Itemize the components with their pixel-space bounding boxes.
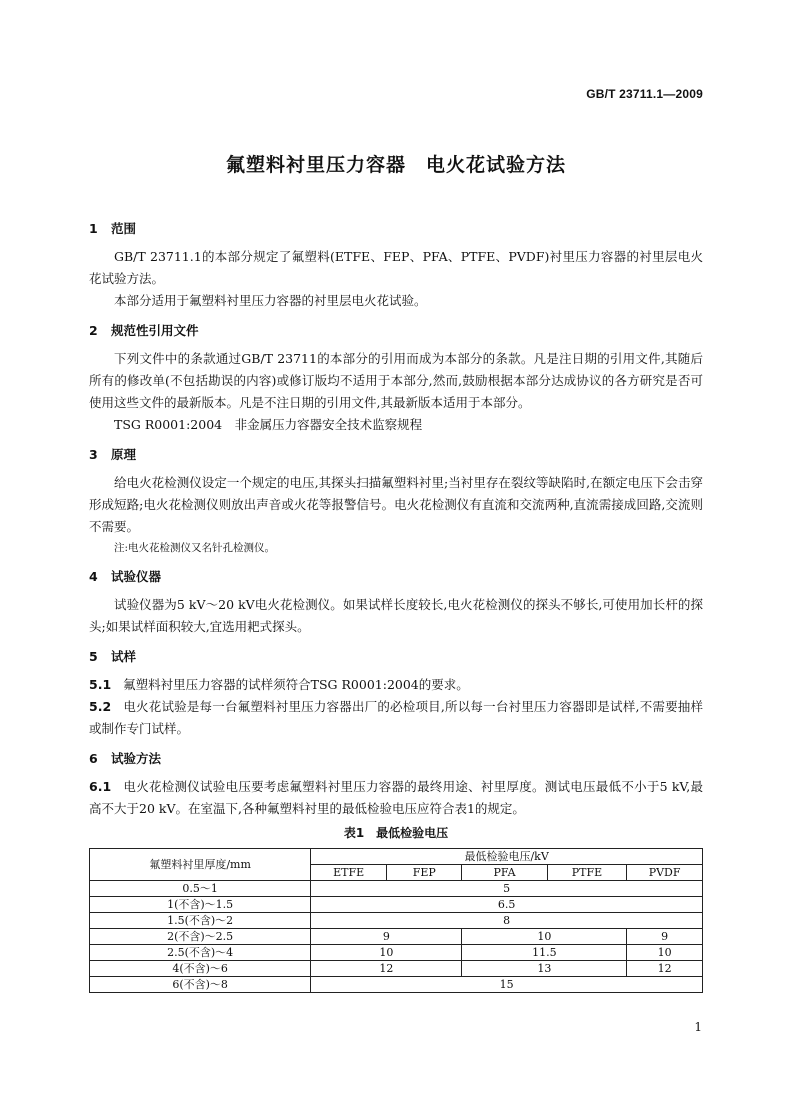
table-row (90, 881, 703, 897)
section-heading: 4 试验仪器 (89, 569, 162, 584)
material-header: PVDF (627, 865, 703, 881)
paragraph: GB/T 23711.1的本部分规定了氟塑料(ETFE、FEP、PFA、PTFE、PVDF)衬里压力容器的衬里层电火花试验方法。 (89, 249, 703, 286)
paragraph: 下列文件中的条款通过GB/T 23711的本部分的引用而成为本部分的条款。凡是注日期的引用文件,其随后所有的修改单(不包括勘误的内容)或修订版均不适用于本部分,然而,鼓励根据本部分达成协议的各方研究是否可使用这些文件的最新版本。凡是不注日期的引用文件,其最新版本适用于本部分。 (89, 351, 703, 410)
thickness-cell: 0.5～1 (90, 881, 311, 897)
section-heading: 6 试验方法 (89, 751, 162, 766)
thickness-cell: 1.5(不含)～2 (90, 913, 311, 929)
paragraph: 试验仪器为5 kV～20 kV电火花检测仪。如果试样长度较长,电火花检测仪的探头不够长,可使用加长杆的探头;如果试样面积较大,宜选用耙式探头。 (89, 597, 703, 634)
table-header-row (90, 849, 703, 865)
document-body (89, 218, 703, 993)
table-row (90, 897, 703, 913)
section-heading: 5 试样 (89, 649, 137, 664)
subsection-5-2: 5.2 电火花试验是每一台氟塑料衬里压力容器出厂的必检项目,所以每一台衬里压力容器即是试样,不需要抽样或制作专门试样。 (89, 699, 703, 736)
voltage-cell: 8 (311, 913, 703, 929)
section-3 (89, 444, 703, 558)
table-row (90, 929, 703, 945)
table-caption: 表1 最低检验电压 (343, 826, 449, 840)
thickness-cell: 6(不含)～8 (90, 977, 311, 993)
standard-number: GB/T 23711.1—2009 (586, 87, 703, 101)
table-row (90, 913, 703, 929)
paragraph: 本部分适用于氟塑料衬里压力容器的衬里层电火花试验。 (114, 293, 427, 308)
voltage-cell: 13 (462, 961, 627, 977)
subsection-5-1: 5.1 氟塑料衬里压力容器的试样须符合TSG R0001:2004的要求。 (89, 677, 469, 692)
voltage-cell: 10 (462, 929, 627, 945)
voltage-cell: 9 (627, 929, 703, 945)
voltage-cell: 5 (311, 881, 703, 897)
section-5 (89, 646, 703, 740)
section-heading: 2 规范性引用文件 (89, 323, 199, 338)
thickness-cell: 4(不含)～6 (90, 961, 311, 977)
thickness-header: 氟塑料衬里厚度/mm (90, 849, 311, 881)
table-row (90, 977, 703, 993)
voltage-cell: 12 (311, 961, 462, 977)
table-row (90, 945, 703, 961)
voltage-cell: 6.5 (311, 897, 703, 913)
table-row (90, 961, 703, 977)
voltage-cell: 12 (627, 961, 703, 977)
reference-item: TSG R0001:2004 非金属压力容器安全技术监察规程 (114, 417, 423, 432)
page-number: 1 (694, 1020, 702, 1034)
section-heading: 3 原理 (89, 447, 137, 462)
material-header: FEP (386, 865, 461, 881)
material-header: PFA (462, 865, 547, 881)
voltage-cell: 11.5 (462, 945, 627, 961)
thickness-cell: 2.5(不含)～4 (90, 945, 311, 961)
voltage-cell: 9 (311, 929, 462, 945)
section-4 (89, 566, 703, 638)
note: 注:电火花检测仪又名针孔检测仪。 (114, 542, 276, 554)
section-6 (89, 748, 703, 820)
paragraph: 给电火花检测仪设定一个规定的电压,其探头扫描氟塑料衬里;当衬里存在裂纹等缺陷时,在额定电压下会击穿形成短路;电火花检测仪则放出声音或火花等报警信号。电火花检测仪有直流和交流两种,直流需接成回路,交流则不需要。 (89, 475, 703, 534)
section-1 (89, 218, 703, 312)
thickness-cell: 2(不含)～2.5 (90, 929, 311, 945)
voltage-header: 最低检验电压/kV (311, 849, 703, 865)
document-title: 氟塑料衬里压力容器 电火花试验方法 (225, 154, 566, 176)
section-2 (89, 320, 703, 436)
material-header: ETFE (311, 865, 387, 881)
voltage-cell: 10 (311, 945, 462, 961)
subsection-6-1: 6.1 电火花检测仪试验电压要考虑氟塑料衬里压力容器的最终用途、衬里厚度。测试电压最低不小于5 kV,最高不大于20 kV。在室温下,各种氟塑料衬里的最低检验电压应符合表1的规定。 (89, 779, 703, 816)
section-heading: 1 范围 (89, 221, 137, 236)
thickness-cell: 1(不含)～1.5 (90, 897, 311, 913)
voltage-table (89, 848, 703, 993)
material-header: PTFE (547, 865, 627, 881)
voltage-cell: 10 (627, 945, 703, 961)
voltage-cell: 15 (311, 977, 703, 993)
